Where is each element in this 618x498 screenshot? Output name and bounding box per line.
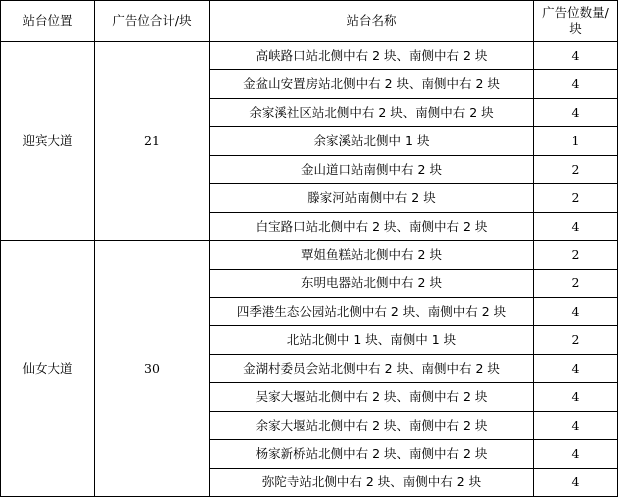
cell-quantity: 4 — [534, 297, 618, 325]
cell-quantity: 4 — [534, 42, 618, 70]
table-header — [1, 1, 618, 42]
cell-station-name: 金山道口站南侧中右 2 块 — [210, 155, 534, 183]
cell-total: 30 — [95, 241, 210, 497]
cell-station-name: 四季港生态公园站北侧中右 2 块、南侧中右 2 块 — [210, 297, 534, 325]
cell-station-name: 高峡路口站北侧中右 2 块、南侧中右 2 块 — [210, 42, 534, 70]
cell-quantity: 1 — [534, 127, 618, 155]
cell-station-name: 金湖村委员会站北侧中右 2 块、南侧中右 2 块 — [210, 354, 534, 382]
cell-station-name: 杨家新桥站北侧中右 2 块、南侧中右 2 块 — [210, 440, 534, 468]
table-body — [1, 42, 618, 497]
cell-quantity: 4 — [534, 212, 618, 240]
cell-station-name: 吴家大堰站北侧中右 2 块、南侧中右 2 块 — [210, 383, 534, 411]
cell-station-name: 覃姐鱼糕站北侧中右 2 块 — [210, 241, 534, 269]
cell-quantity: 4 — [534, 70, 618, 98]
cell-quantity: 2 — [534, 184, 618, 212]
header-row — [1, 1, 618, 42]
cell-location: 迎宾大道 — [1, 42, 95, 241]
header-station-name: 站台名称 — [210, 1, 534, 42]
cell-station-name: 东明电器站北侧中右 2 块 — [210, 269, 534, 297]
cell-quantity: 4 — [534, 98, 618, 126]
header-location: 站台位置 — [1, 1, 95, 42]
header-total: 广告位合计/块 — [95, 1, 210, 42]
cell-station-name: 白宝路口站北侧中右 2 块、南侧中右 2 块 — [210, 212, 534, 240]
cell-quantity: 2 — [534, 269, 618, 297]
cell-station-name: 余家大堰站北侧中右 2 块、南侧中右 2 块 — [210, 411, 534, 439]
cell-quantity: 4 — [534, 440, 618, 468]
cell-location: 仙女大道 — [1, 241, 95, 497]
cell-total: 21 — [95, 42, 210, 241]
cell-quantity: 2 — [534, 241, 618, 269]
cell-station-name: 余家溪社区站北侧中右 2 块、南侧中右 2 块 — [210, 98, 534, 126]
table-row — [1, 241, 618, 269]
cell-quantity: 2 — [534, 155, 618, 183]
cell-quantity: 4 — [534, 468, 618, 496]
cell-quantity: 2 — [534, 326, 618, 354]
cell-station-name: 滕家河站南侧中右 2 块 — [210, 184, 534, 212]
table-row — [1, 42, 618, 70]
cell-station-name: 余家溪站北侧中 1 块 — [210, 127, 534, 155]
cell-station-name: 北站北侧中 1 块、南侧中 1 块 — [210, 326, 534, 354]
cell-quantity: 4 — [534, 354, 618, 382]
cell-station-name: 金盆山安置房站北侧中右 2 块、南侧中右 2 块 — [210, 70, 534, 98]
cell-quantity: 4 — [534, 411, 618, 439]
header-quantity: 广告位数量/块 — [534, 1, 618, 42]
cell-station-name: 弥陀寺站北侧中右 2 块、南侧中右 2 块 — [210, 468, 534, 496]
cell-quantity: 4 — [534, 383, 618, 411]
